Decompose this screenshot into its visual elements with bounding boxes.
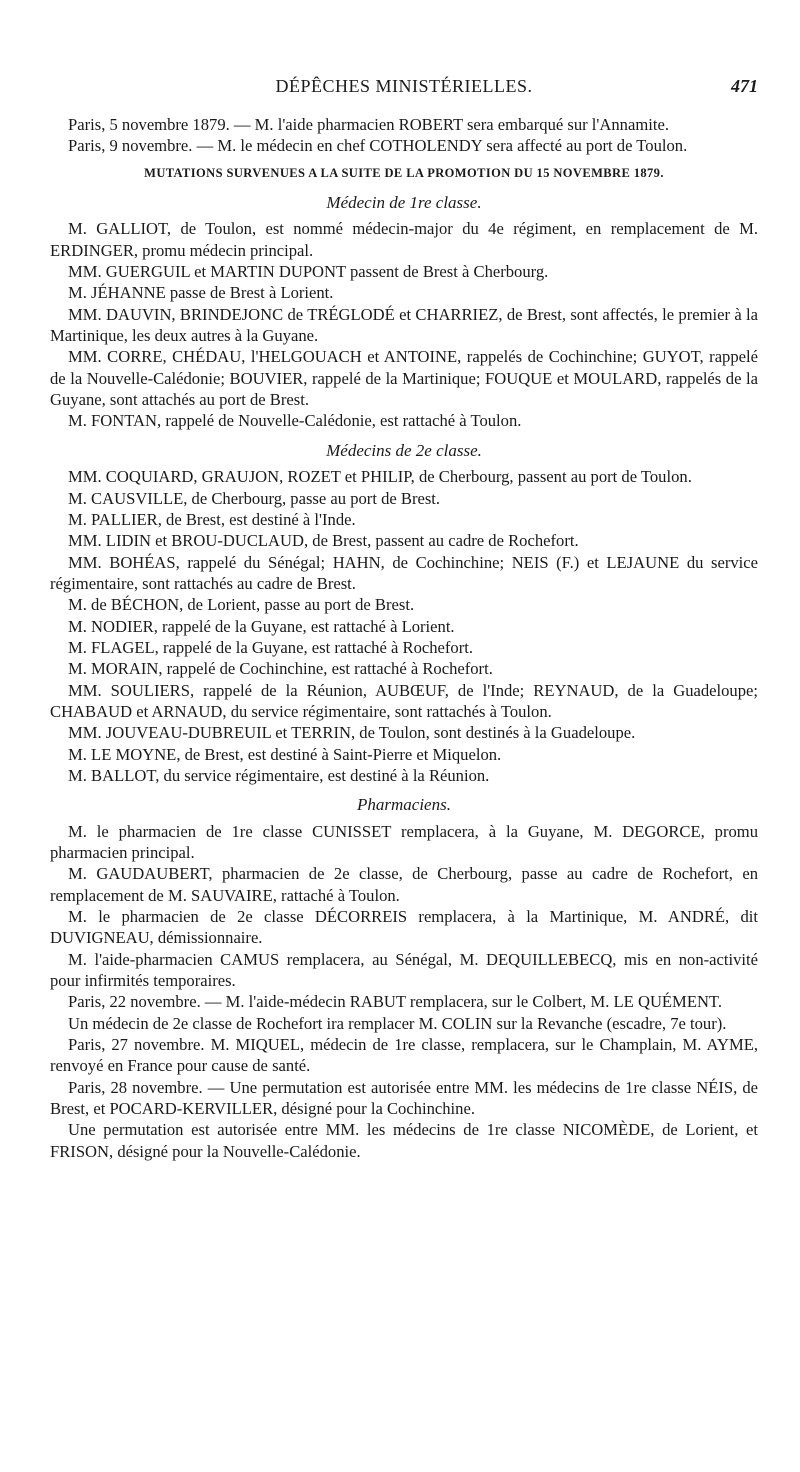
paragraph: M. FLAGEL, rappelé de la Guyane, est rattaché à Rochefort.: [68, 637, 474, 657]
paragraph: Un médecin de 2e classe de Rochefort ira remplacer M. COLIN sur la Revanche (escadre, 7e tour).: [68, 1013, 727, 1033]
paragraph: M. GALLIOT, de Toulon, est nommé médecin-major du 4e régiment, en remplacement de M. ERDINGER, promu médecin principal.: [50, 219, 758, 260]
paragraph: MM. BOHÉAS, rappelé du Sénégal; HAHN, de Cochinchine; NEIS (F.) et LEJAUNE du service régimentaire, sont rattachés au cadre de Brest.: [50, 552, 758, 593]
paragraph: MM. GUERGUIL et MARTIN DUPONT passent de Brest à Cherbourg.: [68, 262, 549, 282]
running-title: DÉPÊCHES MINISTÉRIELLES.: [275, 76, 533, 96]
paragraph: MM. SOULIERS, rappelé de la Réunion, AUBŒUF, de l'Inde; REYNAUD, de la Guadeloupe; CHABAUD et ARNAUD, du service régimentaire, sont rattachés à Toulon.: [50, 680, 758, 721]
paragraph: Paris, 27 novembre. M. MIQUEL, médecin de 1re classe, remplacera, sur le Champlain, M. AYME, renvoyé en France pour cause de santé.: [50, 1035, 758, 1076]
paragraph: M. BALLOT, du service régimentaire, est destiné à la Réunion.: [68, 765, 490, 785]
section-title-pharmaciens: Pharmaciens.: [357, 795, 451, 815]
page-number: 471: [731, 76, 758, 96]
paragraph: M. le pharmacien de 1re classe CUNISSET remplacera, à la Guyane, M. DEGORCE, promu pharmacien principal.: [50, 821, 758, 862]
paragraph: Paris, 9 novembre. — M. le médecin en chef COTHOLENDY sera affecté au port de Toulon.: [68, 136, 688, 156]
paragraph: M. PALLIER, de Brest, est destiné à l'Inde.: [68, 509, 356, 529]
mutations-heading: MUTATIONS SURVENUES A LA SUITE DE LA PROMOTION DU 15 NOVEMBRE 1879.: [144, 165, 664, 180]
paragraph: M. de BÉCHON, de Lorient, passe au port de Brest.: [68, 595, 415, 615]
paragraph: M. JÉHANNE passe de Brest à Lorient.: [68, 283, 334, 303]
paragraph: M. LE MOYNE, de Brest, est destiné à Saint-Pierre et Miquelon.: [68, 744, 502, 764]
running-head: [50, 76, 758, 100]
paragraph: M. FONTAN, rappelé de Nouvelle-Calédonie, est rattaché à Toulon.: [68, 411, 522, 431]
paragraph: M. CAUSVILLE, de Cherbourg, passe au port de Brest.: [68, 488, 441, 508]
paragraph: MM. DAUVIN, BRINDEJONC de TRÉGLODÉ et CHARRIEZ, de Brest, sont affectés, le premier à la Martinique, les deux autres à la Guyane.: [50, 304, 758, 346]
paragraph: Paris, 5 novembre 1879. — M. l'aide pharmacien ROBERT sera embarqué sur l'Annamite.: [68, 115, 669, 134]
section-title-medecins-2e: Médecins de 2e classe.: [326, 440, 482, 460]
paragraph: Une permutation est autorisée entre MM. les médecins de 1re classe NICOMÈDE, de Lorient, et FRISON, désigné pour la Nouvelle-Calédonie.: [50, 1120, 758, 1161]
paragraph: M. GAUDAUBERT, pharmacien de 2e classe, de Cherbourg, passe au cadre de Rochefort, en remplacement de M. SAUVAIRE, rattaché à Toulon.: [50, 864, 758, 905]
paragraph: Paris, 22 novembre. — M. l'aide-médecin RABUT remplacera, sur le Colbert, M. LE QUÉMENT.: [68, 992, 722, 1012]
section-title-medecin-1re: Médecin de 1re classe.: [326, 193, 482, 213]
paragraph: Paris, 28 novembre. — Une permutation est autorisée entre MM. les médecins de 1re classe NÉIS, de Brest, et POCARD-KERVILLER, désigné pour la Cochinchine.: [50, 1077, 758, 1119]
paragraph: MM. CORRE, CHÉDAU, l'HELGOUACH et ANTOINE, rappelés de Cochinchine; GUYOT, rappelé de la Nouvelle-Calédonie; BOUVIER, rappelé de la Martinique; FOUQUE et MOULARD, rappelés de la Guyane, sont attachés au port de Brest.: [50, 347, 758, 410]
paragraph: MM. COQUIARD, GRAUJON, ROZET et PHILIP, de Cherbourg, passent au port de Toulon.: [68, 467, 692, 487]
paragraph: M. MORAIN, rappelé de Cochinchine, est rattaché à Rochefort.: [68, 659, 493, 679]
paragraph: M. l'aide-pharmacien CAMUS remplacera, au Sénégal, M. DEQUILLEBECQ, mis en non-activité pour infirmités temporaires.: [50, 949, 758, 991]
paragraph: M. le pharmacien de 2e classe DÉCORREIS remplacera, à la Martinique, M. ANDRÉ, dit DUVIGNEAU, démissionnaire.: [50, 907, 758, 948]
paragraph: MM. LIDIN et BROU-DUCLAUD, de Brest, passent au cadre de Rochefort.: [68, 531, 579, 551]
paragraph: MM. JOUVEAU-DUBREUIL et TERRIN, de Toulon, sont destinés à la Guadeloupe.: [68, 723, 636, 743]
page-content: [50, 114, 758, 1162]
paragraph: M. NODIER, rappelé de la Guyane, est rattaché à Lorient.: [68, 616, 455, 636]
